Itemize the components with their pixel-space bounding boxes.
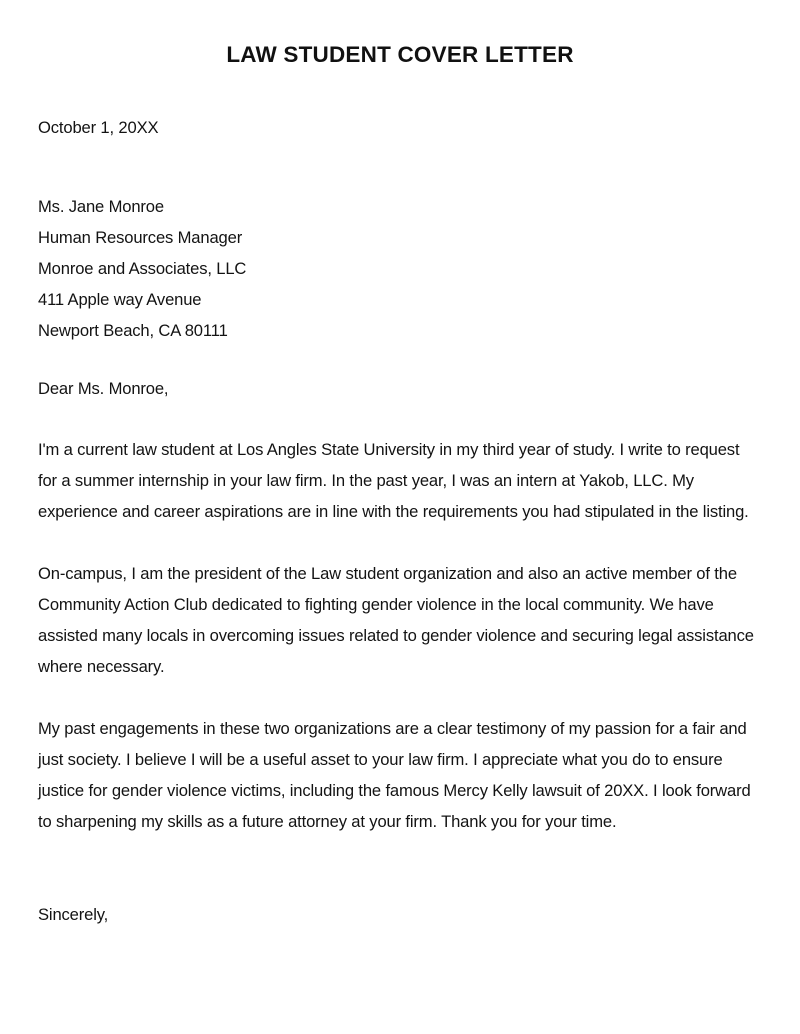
recipient-address-block	[38, 191, 758, 346]
recipient-city-state-zip: Newport Beach, CA 80111	[38, 321, 228, 340]
closing-salutation: Sincerely,	[38, 905, 109, 924]
salutation: Dear Ms. Monroe,	[38, 379, 169, 398]
letter-body	[38, 112, 758, 930]
recipient-company: Monroe and Associates, LLC	[38, 259, 247, 278]
recipient-street: 411 Apple way Avenue	[38, 290, 202, 309]
body-paragraph-3: My past engagements in these two organizations are a clear testimony of my passion for a fair and just society. I believe I will be a useful asset to your law firm. I appreciate what you do to ensure justice for gender violence victims, including the famous Mercy Kelly lawsuit of 20XX. I look forward to sharpening my skills as a future attorney at your firm. Thank you for your time.	[38, 719, 751, 831]
recipient-name: Ms. Jane Monroe	[38, 197, 164, 216]
body-paragraph-2: On-campus, I am the president of the Law student organization and also an active member of the Community Action Club dedicated to fighting gender violence in the local community. We have assisted many locals in overcoming issues related to gender violence and securing legal assistance where necessary.	[38, 564, 754, 676]
letter-date: October 1, 20XX	[38, 118, 159, 137]
page-title: LAW STUDENT COVER LETTER	[226, 42, 574, 67]
recipient-job-title: Human Resources Manager	[38, 228, 243, 247]
body-paragraph-1: I'm a current law student at Los Angles State University in my third year of study. I write to request for a summer internship in your law firm. In the past year, I was an intern at Yakob, LLC. My experience and career aspirations are in line with the requirements you had stipulated in the listing.	[38, 440, 749, 521]
